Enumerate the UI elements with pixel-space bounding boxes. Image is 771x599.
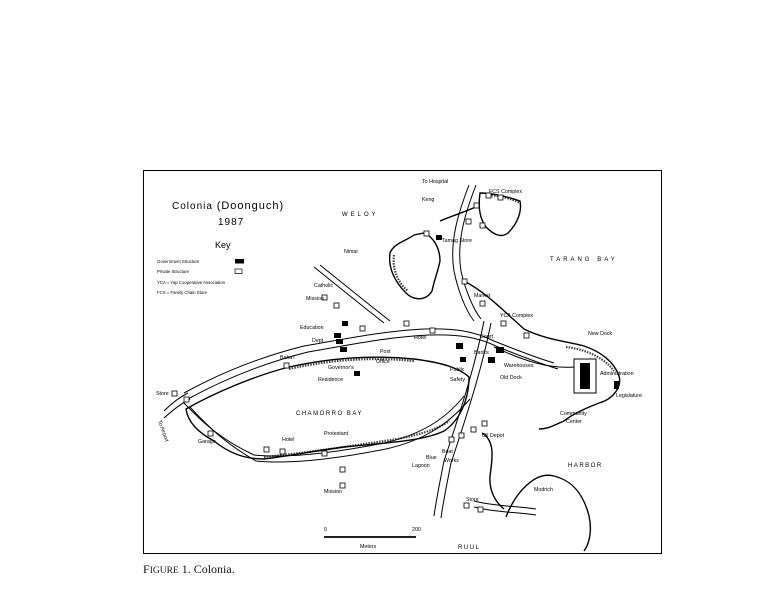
label-modrich: Modrich — [534, 487, 553, 493]
legend-government: Government Structure — [157, 259, 200, 264]
caption-label-first: F — [143, 562, 150, 576]
oil-depot-inlet — [482, 433, 504, 509]
label-protestant: Protestant — [324, 431, 349, 437]
label-oil-depot: Oil Depot — [482, 433, 505, 439]
map-year: 1987 — [218, 217, 245, 228]
label-center: Center — [566, 419, 582, 425]
label-legislature: Legislature — [616, 393, 642, 399]
key-heading: Key — [215, 240, 231, 250]
legend-yca: YCA = Yap Cooperative Association — [157, 280, 226, 285]
label-mission-north: Mission — [306, 296, 324, 302]
region-weloy: WELOY — [342, 212, 379, 218]
label-blue: Blue — [426, 455, 437, 461]
legend — [157, 259, 244, 295]
chamorro-bay-shore — [186, 357, 469, 459]
scale-start: 0 — [324, 527, 327, 533]
label-store-west: Store — [156, 391, 169, 397]
label-hotel-south: Hotel — [282, 437, 295, 443]
shorelines — [186, 193, 620, 551]
label-public: Public — [450, 367, 465, 373]
label-post: Post — [380, 349, 391, 355]
label-fcs-complex: FCS Complex — [489, 189, 522, 195]
label-tamag-store: Tamag Store — [442, 238, 473, 244]
label-market: Market — [474, 293, 491, 299]
roads — [164, 185, 574, 518]
label-community: Community — [560, 411, 587, 417]
scale-bar — [324, 527, 421, 550]
label-administration: Administration — [600, 371, 634, 377]
figure-caption — [143, 562, 235, 577]
label-lagoon: Lagoon — [412, 463, 430, 469]
label-yca-complex: YCA Complex — [500, 313, 533, 319]
map-frame — [143, 170, 662, 554]
label-to-airport: To Airport — [156, 419, 170, 443]
legend-private: Private Structure — [157, 269, 190, 274]
administration-block — [574, 359, 596, 393]
label-court: Court — [480, 334, 493, 340]
label-safety: Safety — [450, 377, 466, 383]
label-education: Education — [300, 325, 324, 331]
private-swatch — [235, 269, 242, 274]
label-bahai: Baha'i — [280, 355, 295, 361]
caption-label-rest: IGURE — [149, 566, 179, 576]
region-harbor: HARBOR — [568, 463, 603, 469]
label-warehouses: Warehouses — [504, 363, 534, 369]
nimar-lagoon-shore — [390, 233, 440, 299]
label-works: Works — [444, 458, 459, 464]
label-mission-south: Mission — [324, 489, 342, 495]
label-residence: Residence — [318, 377, 344, 383]
region-chamorro-bay: CHAMORRO BAY — [296, 411, 363, 417]
label-to-hospital: To Hospital — [422, 179, 449, 185]
label-boat: Boat — [442, 449, 453, 455]
label-nimar: Nimar — [344, 249, 359, 255]
colonia-map — [144, 171, 660, 552]
label-dept: Dept. — [312, 338, 325, 344]
scale-end: 200 — [412, 527, 421, 533]
label-hotel-north: Hotel — [414, 335, 427, 341]
legend-fcs: FCS = Family Chain Store — [157, 290, 208, 295]
scale-unit: Meters — [360, 544, 377, 550]
caption-text: Colonia. — [193, 562, 235, 576]
map-title: Colonia (Doonguch) — [172, 200, 285, 212]
label-catholic: Catholic — [314, 283, 334, 289]
label-old-dock: Old Dock — [500, 375, 522, 381]
caption-number: 1. — [181, 562, 191, 576]
label-store-south: Store — [466, 497, 479, 503]
label-new-dock: New Dock — [588, 331, 613, 337]
label-garage: Garage — [198, 439, 216, 445]
region-tarang-bay: TARANG BAY — [550, 257, 618, 263]
region-ruul: RUUL — [458, 545, 481, 551]
label-office: Office — [376, 359, 390, 365]
label-keng: Keng — [422, 197, 435, 203]
label-governors: Governor's — [328, 365, 354, 371]
government-swatch — [235, 259, 244, 264]
label-banks: Banks — [474, 350, 489, 356]
